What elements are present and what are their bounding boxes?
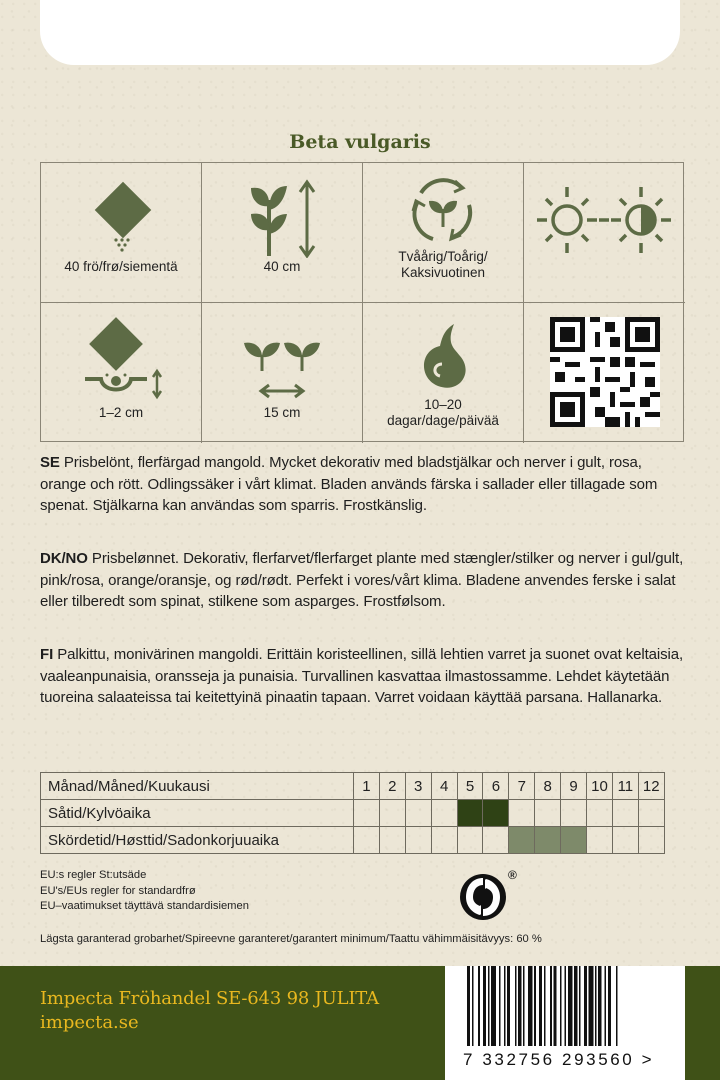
spacing-label: 15 cm <box>263 405 301 420</box>
eu-rules-se: EU:s regler St:utsäde <box>40 869 147 881</box>
barcode <box>445 966 685 1080</box>
month-header-7: 7 <box>509 773 535 800</box>
biennial-cycle-icon <box>403 173 483 249</box>
lifecycle-label-line1: Tvåårig/Toårig/ <box>398 249 488 264</box>
month-header-11: 11 <box>612 773 638 800</box>
registered-mark: ® <box>508 868 517 882</box>
harvest-month-6 <box>483 827 509 854</box>
eu-rules-fi: EU–vaatimukset täyttävä standardisiemen <box>40 900 249 912</box>
barcode-bars-icon <box>445 966 685 1046</box>
sowing-month-4 <box>431 800 457 827</box>
green-dot-recycle-icon <box>458 872 508 922</box>
description-dk-text: Prisbelønnet. Dekorativ, flerfarvet/flerfarget plante med stængler/stilker og nerver i gul/gult, pink/rosa, orange/oransje, og rød/rødt. Perfekt i vores/vårt klima. Bladene anvendes ferske i salat eller tilberedt som spinat, stilkene som asparges. Frostfølsom. <box>40 550 684 610</box>
month-header-5: 5 <box>457 773 483 800</box>
seed-count-label: 40 frö/frø/siementä <box>64 259 178 274</box>
lifecycle-cell <box>363 163 524 303</box>
harvest-row-label: Skördetid/Høsttid/Sadonkorjuuaika <box>41 827 354 854</box>
description-fi-text: Palkittu, monivärinen mangoldi. Erittäin koristeellinen, sillä lehtien varret ja suonet ovat keltaisia, vaaleanpunaisia, oransseja ja punaisia. Turvallinen kasvattaa ilmastossamme. Lehdet käytetään tuoreina salaateissa tai keitettyinä pinaatin tapaan. Varret voidaan käyttää parsana. Hallanarka. <box>40 646 684 706</box>
lang-code-fi: FI <box>40 646 54 663</box>
sowing-month-9 <box>561 800 587 827</box>
germination-icon <box>408 316 478 396</box>
month-header-12: 12 <box>638 773 664 800</box>
sun-cell <box>524 163 685 303</box>
lang-code-dk: DK/NO <box>40 550 88 567</box>
germination-unit-label: dagar/dage/päivää <box>387 413 499 428</box>
month-header-8: 8 <box>535 773 561 800</box>
germination-guarantee: Lägsta garanterad grobarhet/Spireevne garanteret/garantert minimum/Taattu vähimmäisitävyys: 60 % <box>40 933 542 945</box>
month-header-9: 9 <box>561 773 587 800</box>
sowing-month-2 <box>379 800 405 827</box>
month-header-6: 6 <box>483 773 509 800</box>
spacing-cell <box>202 303 363 443</box>
harvest-month-7 <box>509 827 535 854</box>
icon-grid <box>40 162 684 442</box>
calendar-header-row <box>41 773 665 800</box>
description-dk <box>40 548 684 613</box>
sowing-calendar <box>40 772 665 854</box>
harvest-month-9 <box>561 827 587 854</box>
harvest-month-1 <box>354 827 380 854</box>
species-name: Beta vulgaris <box>289 131 431 153</box>
plant-height-icon <box>237 178 327 258</box>
sowing-month-6 <box>483 800 509 827</box>
month-header-4: 4 <box>431 773 457 800</box>
description-se-text: Prisbelönt, flerfärgad mangold. Mycket dekorativ med bladstjälkar och nerver i gult, rosa, orange och rött. Odlingssäker i vårt klimat. Bladen används färska i sallader eller tillagade som spenat. Stjälkarna kan användas som sparris. Frostkänslig. <box>40 454 658 514</box>
harvest-month-11 <box>612 827 638 854</box>
sowing-month-7 <box>509 800 535 827</box>
germination-days-label: 10–20 <box>424 397 462 412</box>
calendar-harvest-row <box>41 827 665 854</box>
description-se <box>40 452 684 517</box>
plant-spacing-icon <box>232 321 332 401</box>
sowing-month-5 <box>457 800 483 827</box>
barcode-digits: 7 332756 293560 > <box>463 1050 655 1069</box>
calendar-header-label: Månad/Måned/Kuukausi <box>41 773 354 800</box>
sowing-depth-icon <box>71 315 171 405</box>
height-cell <box>202 163 363 303</box>
harvest-month-12 <box>638 827 664 854</box>
month-header-10: 10 <box>587 773 613 800</box>
sowing-depth-cell <box>41 303 202 443</box>
sowing-month-11 <box>612 800 638 827</box>
harvest-month-10 <box>587 827 613 854</box>
harvest-month-2 <box>379 827 405 854</box>
month-header-1: 1 <box>354 773 380 800</box>
sowing-row-label: Såtid/Kylvöaika <box>41 800 354 827</box>
harvest-month-5 <box>457 827 483 854</box>
qr-cell <box>524 303 685 443</box>
sowing-month-1 <box>354 800 380 827</box>
qr-code-icon <box>550 317 660 427</box>
description-fi <box>40 644 684 709</box>
eu-rules-dk: EU's/EUs regler for standardfrø <box>40 884 196 897</box>
sun-halfshade-icon <box>535 183 675 257</box>
sowing-month-10 <box>587 800 613 827</box>
harvest-month-8 <box>535 827 561 854</box>
eu-rules <box>40 868 249 915</box>
company-website: impecta.se <box>40 1012 139 1033</box>
seed-packet-icon <box>81 178 161 258</box>
sowing-month-8 <box>535 800 561 827</box>
month-header-3: 3 <box>405 773 431 800</box>
sowing-month-12 <box>638 800 664 827</box>
company-address: Impecta Fröhandel SE-643 98 JULITA <box>40 988 379 1009</box>
seed-count-cell <box>41 163 202 303</box>
hang-tab <box>40 0 680 65</box>
germination-cell <box>363 303 524 443</box>
sowing-depth-label: 1–2 cm <box>98 405 144 420</box>
harvest-month-3 <box>405 827 431 854</box>
harvest-month-4 <box>431 827 457 854</box>
lifecycle-label-line2: Kaksivuotinen <box>400 265 486 280</box>
calendar-sowing-row <box>41 800 665 827</box>
month-header-2: 2 <box>379 773 405 800</box>
sowing-month-3 <box>405 800 431 827</box>
height-label: 40 cm <box>263 259 301 274</box>
lang-code-se: SE <box>40 454 60 471</box>
